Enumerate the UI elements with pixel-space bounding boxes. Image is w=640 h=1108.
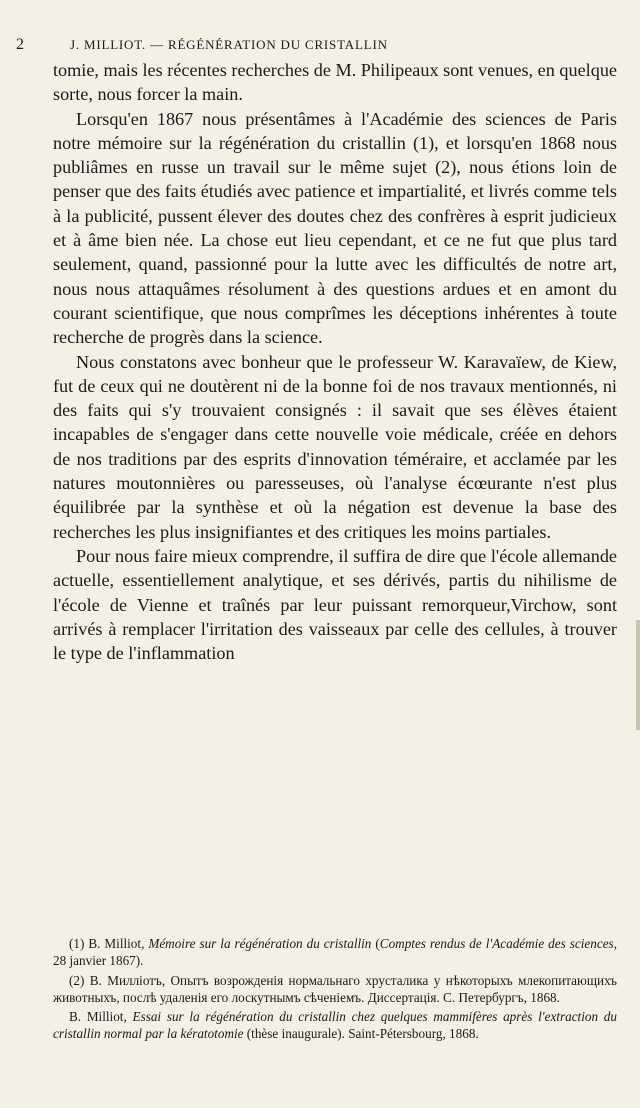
footnote-1: [53, 935, 617, 970]
footnotes: [53, 935, 617, 1043]
paragraph-german-school: Pour nous faire mieux comprendre, il suffira de dire que l'école allemande actuelle, essentiellement analytique, et ses dérivés, partis du nihilisme de l'école de Vienne et traînés par leur puissant remorqueur,Virchow, sont arrivés à remplacer l'irritation des vaisseaux par celle des cellules, à trouver le type de l'inflammation: [53, 545, 617, 664]
footnote-2-french-tail: (thèse inaugurale). Saint-Pétersbourg, 1868.: [243, 1026, 479, 1042]
footnote-1-tail: , 28 janvier 1867).: [53, 936, 617, 969]
running-head: J. MILLIOT. — RÉGÉNÉRATION DU CRISTALLIN: [70, 37, 388, 52]
page-header: [16, 36, 624, 56]
footnote-1-mid: (: [371, 936, 380, 951]
footnote-2-french-lead: B. Milliot,: [69, 1009, 133, 1025]
paragraph-1867-memoir: Lorsqu'en 1867 nous présentâmes à l'Académie des sciences de Paris notre mémoire sur la régénération du cristallin (1), et lorsqu'en 1868 nous publiâmes en russe un travail sur le même sujet (2), nous étions loin de penser que des faits étudiés avec patience et impartialité, et livrés comme tels à la publicité, pussent élever des doutes chez des confrères à esprit judicieux et à âme bien née. La chose eut lieu cependant, et ce ne fut que plus tard seulement, quand, passionné pour la lutte avec les difficultés de notre art, nous nous attaquâmes résolument à des questions ardues et en amont du courant scientifique, que nous comprîmes les déceptions inhérentes à toute recherche de progrès dans la science.: [53, 108, 617, 348]
footnote-2-russian: (2) В. Миллiотъ, Опытъ возрожденiя нормальнаго хрусталика у нѣкоторыхъ млекопитающихъ животныхъ, послѣ удаленiя его лоскутнымъ сѣченiемъ. Диссертацiя. С. Петербургъ, 1868.: [53, 972, 617, 1005]
footnote-2-french-title: Essai sur la régénération du cristallin chez quelques mammifères après l'extraction du cristallin normal par la kératotomie: [53, 1009, 617, 1042]
footnote-1-title: Mémoire sur la régénération du cristallin: [148, 936, 372, 951]
page-number: 2: [16, 36, 25, 53]
paragraph-karavaiew: Nous constatons avec bonheur que le professeur W. Karavaïew, de Kiew, fut de ceux qui ne doutèrent ni de la bonne foi de nos travaux mentionnés, ni des faits qui s'y trouvaient consignés : il savait que ses élèves étaient incapables de s'engager dans cette nouvelle voie médicale, créée en dehors de nos traditions par des esprits d'innovation téméraire, et acclamée par les natures moutonnières ou paresseuses, où l'analyse écœurante n'est plus équilibrée par la synthèse et où la négation est devenue la base des recherches les plus insignifiantes et des critiques les moins partiales.: [53, 351, 617, 542]
footnote-1-lead: (1) B. Milliot,: [69, 936, 149, 951]
page-edge-shadow: [636, 620, 640, 730]
footnote-2-french: [53, 1008, 617, 1043]
footnote-2: [53, 972, 617, 1007]
footnote-1-source: Comptes rendus de l'Académie des sciences: [379, 936, 614, 951]
paragraph-continuation: tomie, mais les récentes recherches de M. Philipeaux sont venues, en quelque sorte, nous forcer la main.: [53, 60, 617, 105]
main-text: [53, 58, 617, 665]
